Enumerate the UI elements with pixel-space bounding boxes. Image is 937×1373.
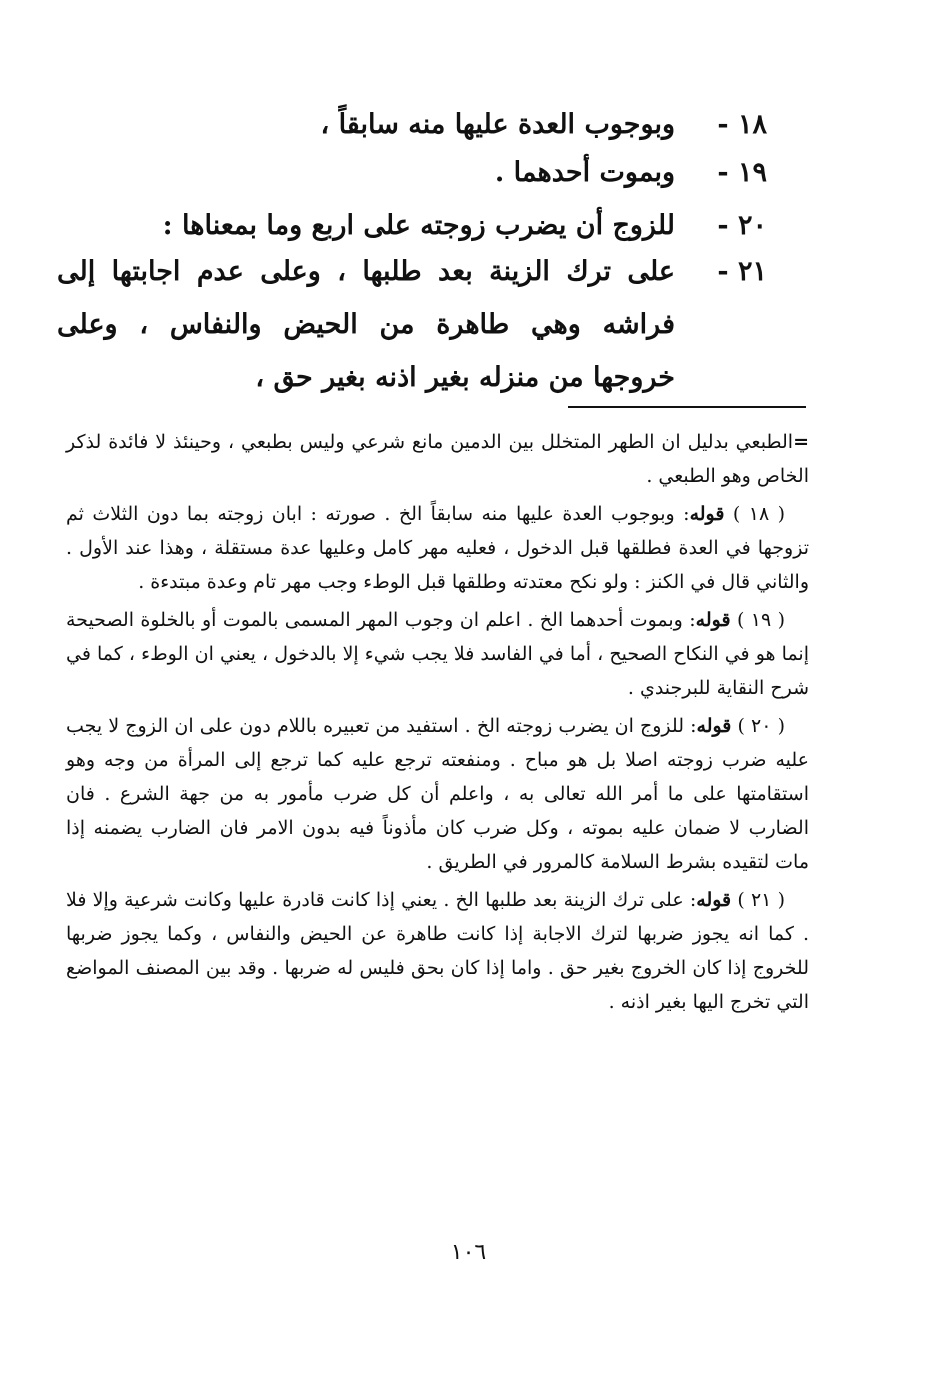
item-text: على ترك الزينة بعد طلبها ، وعلى عدم اجابتها إلى فراشه وهي طاهرة من الحيض والنفاس ، وعلى خروجها من منزله بغير اذنه بغير حق ، — [57, 256, 675, 393]
item-number: ١٨ - — [717, 109, 767, 140]
continuation-mark: = — [793, 431, 809, 453]
item-text: وبموت أحدهما . — [494, 157, 675, 188]
footnote-21 — [66, 883, 809, 1019]
footnote-text: : على ترك الزينة بعد طلبها الخ . يعني إذا كانت قادرة عليها وكانت شرعية وإلا فلا . كما انه يجوز ضربها لترك الاجابة إذا كانت طاهرة عن الحيض والنفاس ، وكما يجوز ضربها للخروج إذا كان الخروج بغير حق . واما إذا كان بحق فليس له ضربها . وقد بين المصنف المواضع التي تخرج اليها بغير اذنه . — [66, 889, 809, 1013]
footnote-19 — [66, 603, 809, 705]
footnote-keyword: قوله — [689, 503, 725, 525]
footnote-text: : وبوجوب العدة عليها منه سابقاً الخ . صورته : ابان زوجته بما دون الثلاث ثم تزوجها في العدة فطلقها قبل الدخول ، فعليه مهر كامل وعليها عدة مستقلة ، وهذا عند الأول . والثاني قال في الكنز : ولو نكح معتدته وطلقها قبل الوطء وجب مهر تام وعدة مبتدءة . — [66, 503, 809, 593]
continuation-text: الطبعي بدليل ان الطهر المتخلل بين الدمين مانع شرعي وليس بطبعي ، وحينئذ لا فائدة لذكر الخاص وهو الطبعي . — [66, 431, 809, 487]
footnote-ref: ( ٢٠ ) — [737, 715, 785, 737]
main-item-19 — [57, 146, 767, 199]
item-number: ١٩ - — [717, 157, 767, 188]
page-number: ١٠٦ — [450, 1240, 487, 1265]
footnote-ref: ( ١٨ ) — [732, 503, 786, 525]
footnote-20 — [66, 709, 809, 879]
main-item-18 — [57, 98, 767, 151]
footnote-continuation — [66, 425, 809, 493]
item-text: للزوج أن يضرب زوجته على اربع وما بمعناها : — [162, 210, 675, 241]
footnote-keyword: قوله — [695, 609, 731, 631]
item-number: ٢٠ - — [717, 210, 767, 241]
footnote-18 — [66, 497, 809, 599]
footnote-keyword: قوله — [696, 889, 732, 911]
footnote-keyword: قوله — [696, 715, 732, 737]
item-number: ٢١ - — [717, 256, 767, 287]
footnote-ref: ( ٢١ ) — [737, 889, 786, 911]
footnote-ref: ( ١٩ ) — [736, 609, 786, 631]
footnote-text: : وبموت أحدهما الخ . اعلم ان وجوب المهر المسمى بالموت أو بالخلوة الصحيحة إنما هو في النكاح الصحيح ، أما في الفاسد فلا يجب شيء إلا بالدخول ، يعني ان الوطء ، كما في شرح النقاية للبرجندي . — [66, 609, 809, 699]
item-text: وبوجوب العدة عليها منه سابقاً ، — [320, 109, 675, 140]
footnote-text: : للزوج ان يضرب زوجته الخ . استفيد من تعبيره باللام دون على ان الزوج لا يجب عليه ضرب زوجته اصلا بل هو مباح . ومنفعته ترجع عليه كما ترجع إلى المرأة من وجه وهو استقامتها على ما أمر الله تعالى به ، واعلم أن كل ضرب مأمور به من جهة الشرع . فان الضارب لا ضمان عليه بموته ، وكل ضرب كان مأذوناً فيه بدون الامر فان الضارب يضمنه إذا مات لتقيده بشرط السلامة كالمرور في الطريق . — [66, 715, 809, 873]
footnotes-section — [66, 425, 809, 1023]
footnote-divider — [568, 406, 806, 408]
main-item-21 — [57, 245, 767, 404]
